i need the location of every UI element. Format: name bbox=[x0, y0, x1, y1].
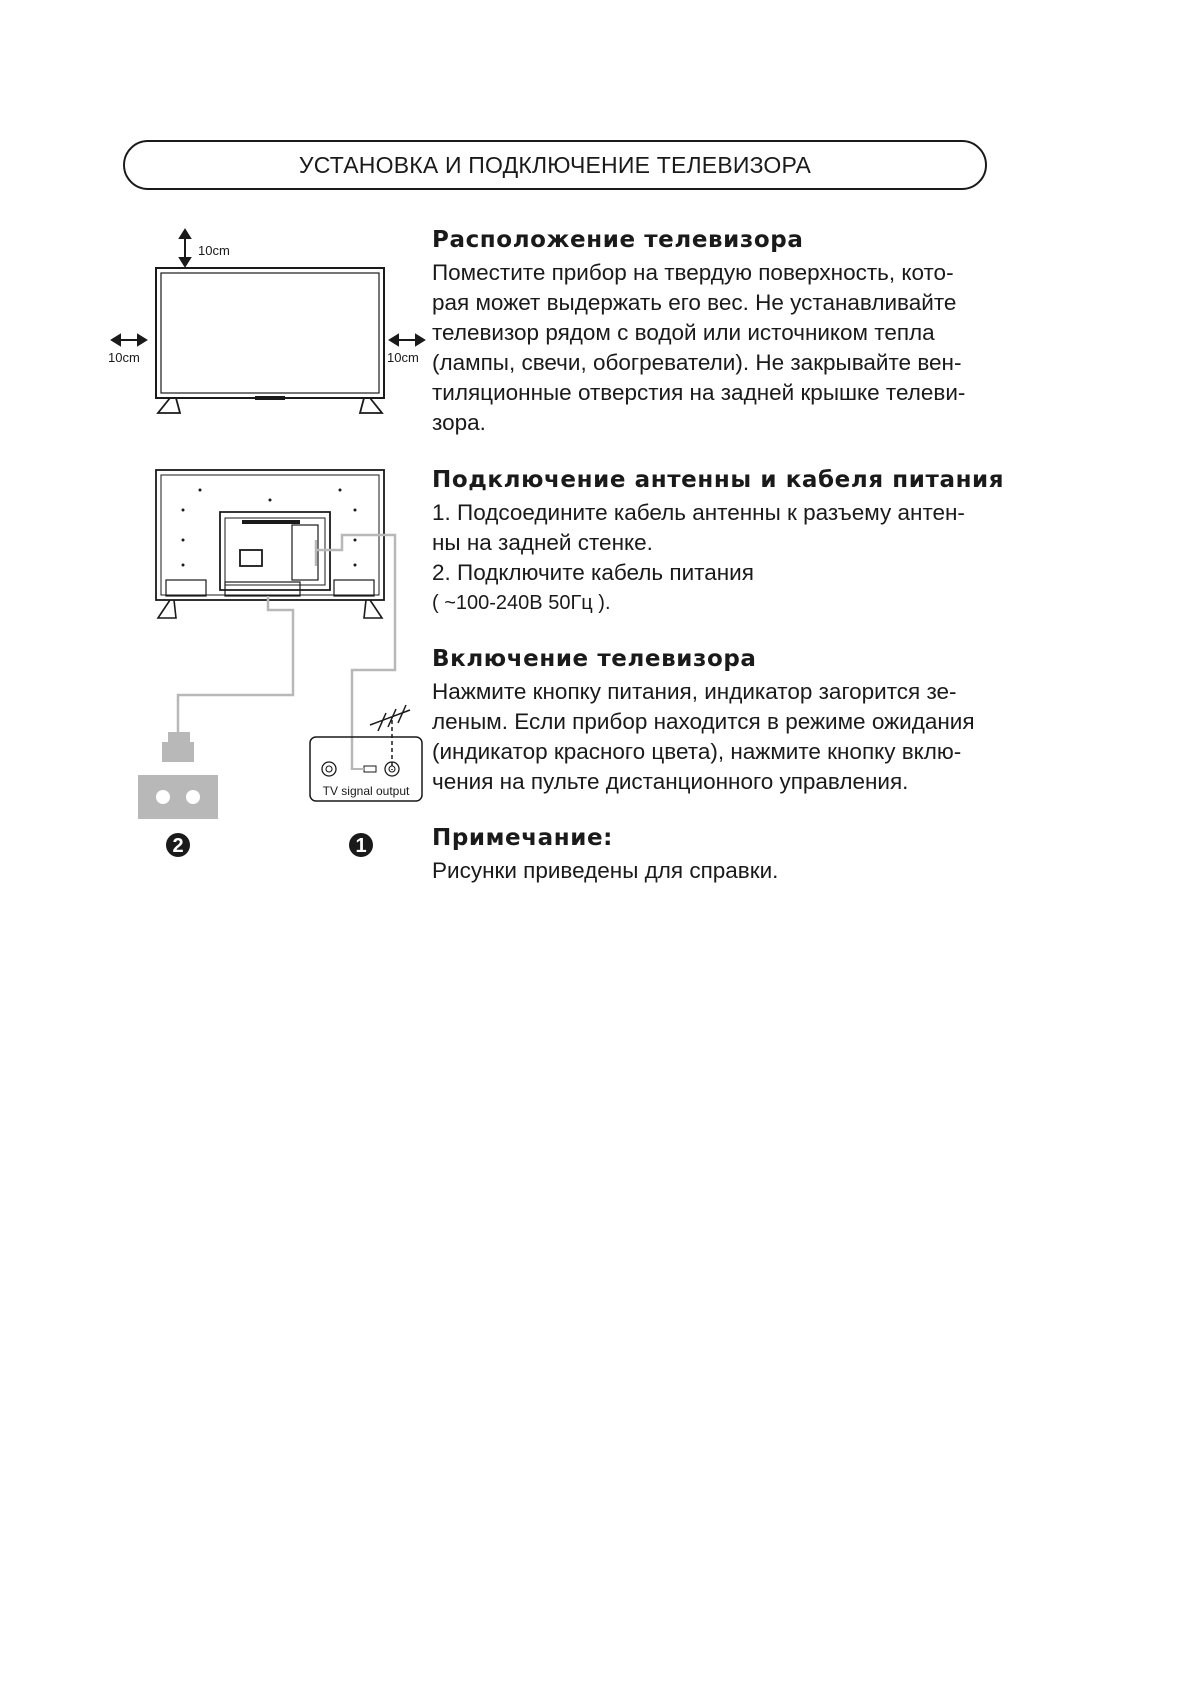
section-note: Примечание: Рисунки приведены для справки. bbox=[432, 824, 1026, 886]
svg-text:2: 2 bbox=[172, 835, 184, 857]
tv-front-frame bbox=[156, 268, 384, 398]
section-heading: Примечание: bbox=[432, 825, 613, 851]
left-clearance-arrow-icon bbox=[112, 335, 146, 345]
power-cable bbox=[178, 596, 293, 732]
marker-1-icon bbox=[349, 833, 373, 857]
top-clearance-arrow-icon bbox=[180, 230, 190, 266]
right-clearance-arrow-icon bbox=[390, 335, 424, 345]
section-placement: Расположение телевизора Поместите прибор на твердую поверхность, кото- рая может выдержать его вес. Не устанавливайте телевизор рядом с водой или источником тепла (лампы, свечи, обогреватели). Не закрывайте вен- тиляционные отверстия на задней крышке телеви- зора. bbox=[432, 226, 1026, 438]
tv-rear-connection-diagram bbox=[130, 470, 430, 857]
right-clearance-label: 10cm bbox=[387, 350, 419, 365]
tv-signal-output-label: TV signal output bbox=[322, 784, 410, 798]
power-plug-icon bbox=[162, 732, 194, 762]
section-heading: Расположение телевизора bbox=[432, 227, 804, 253]
section-heading: Включение телевизора bbox=[432, 646, 757, 672]
left-clearance-label: 10cm bbox=[108, 350, 140, 365]
section-connection: Подключение антенны и кабеля питания 1. Подсоедините кабель антенны к разъему антен- ны на задней стенке. 2. Подключите кабель питания ( ~100-240В 50Гц ). bbox=[432, 466, 1026, 618]
section-power-on: Включение телевизора Нажмите кнопку питания, индикатор загорится зе- леным. Если прибор находится в режиме ожидания (индикатор красного цвета), нажмите кнопку вклю- чения на пульте дистанционного управления. bbox=[432, 645, 1026, 797]
tv-right-foot bbox=[360, 398, 382, 413]
top-clearance-label: 10cm bbox=[198, 243, 230, 258]
marker-2-icon bbox=[166, 833, 190, 857]
power-socket-icon bbox=[138, 775, 218, 819]
tv-front-clearance-diagram bbox=[110, 225, 430, 425]
antenna-cable bbox=[315, 535, 395, 770]
section-heading: Подключение антенны и кабеля питания bbox=[432, 467, 1005, 493]
page-title: УСТАНОВКА И ПОДКЛЮЧЕНИЕ ТЕЛЕВИЗОРА bbox=[123, 140, 987, 190]
svg-text:1: 1 bbox=[355, 835, 367, 857]
tv-left-foot bbox=[158, 398, 180, 413]
tv-signal-output-box bbox=[310, 737, 422, 801]
